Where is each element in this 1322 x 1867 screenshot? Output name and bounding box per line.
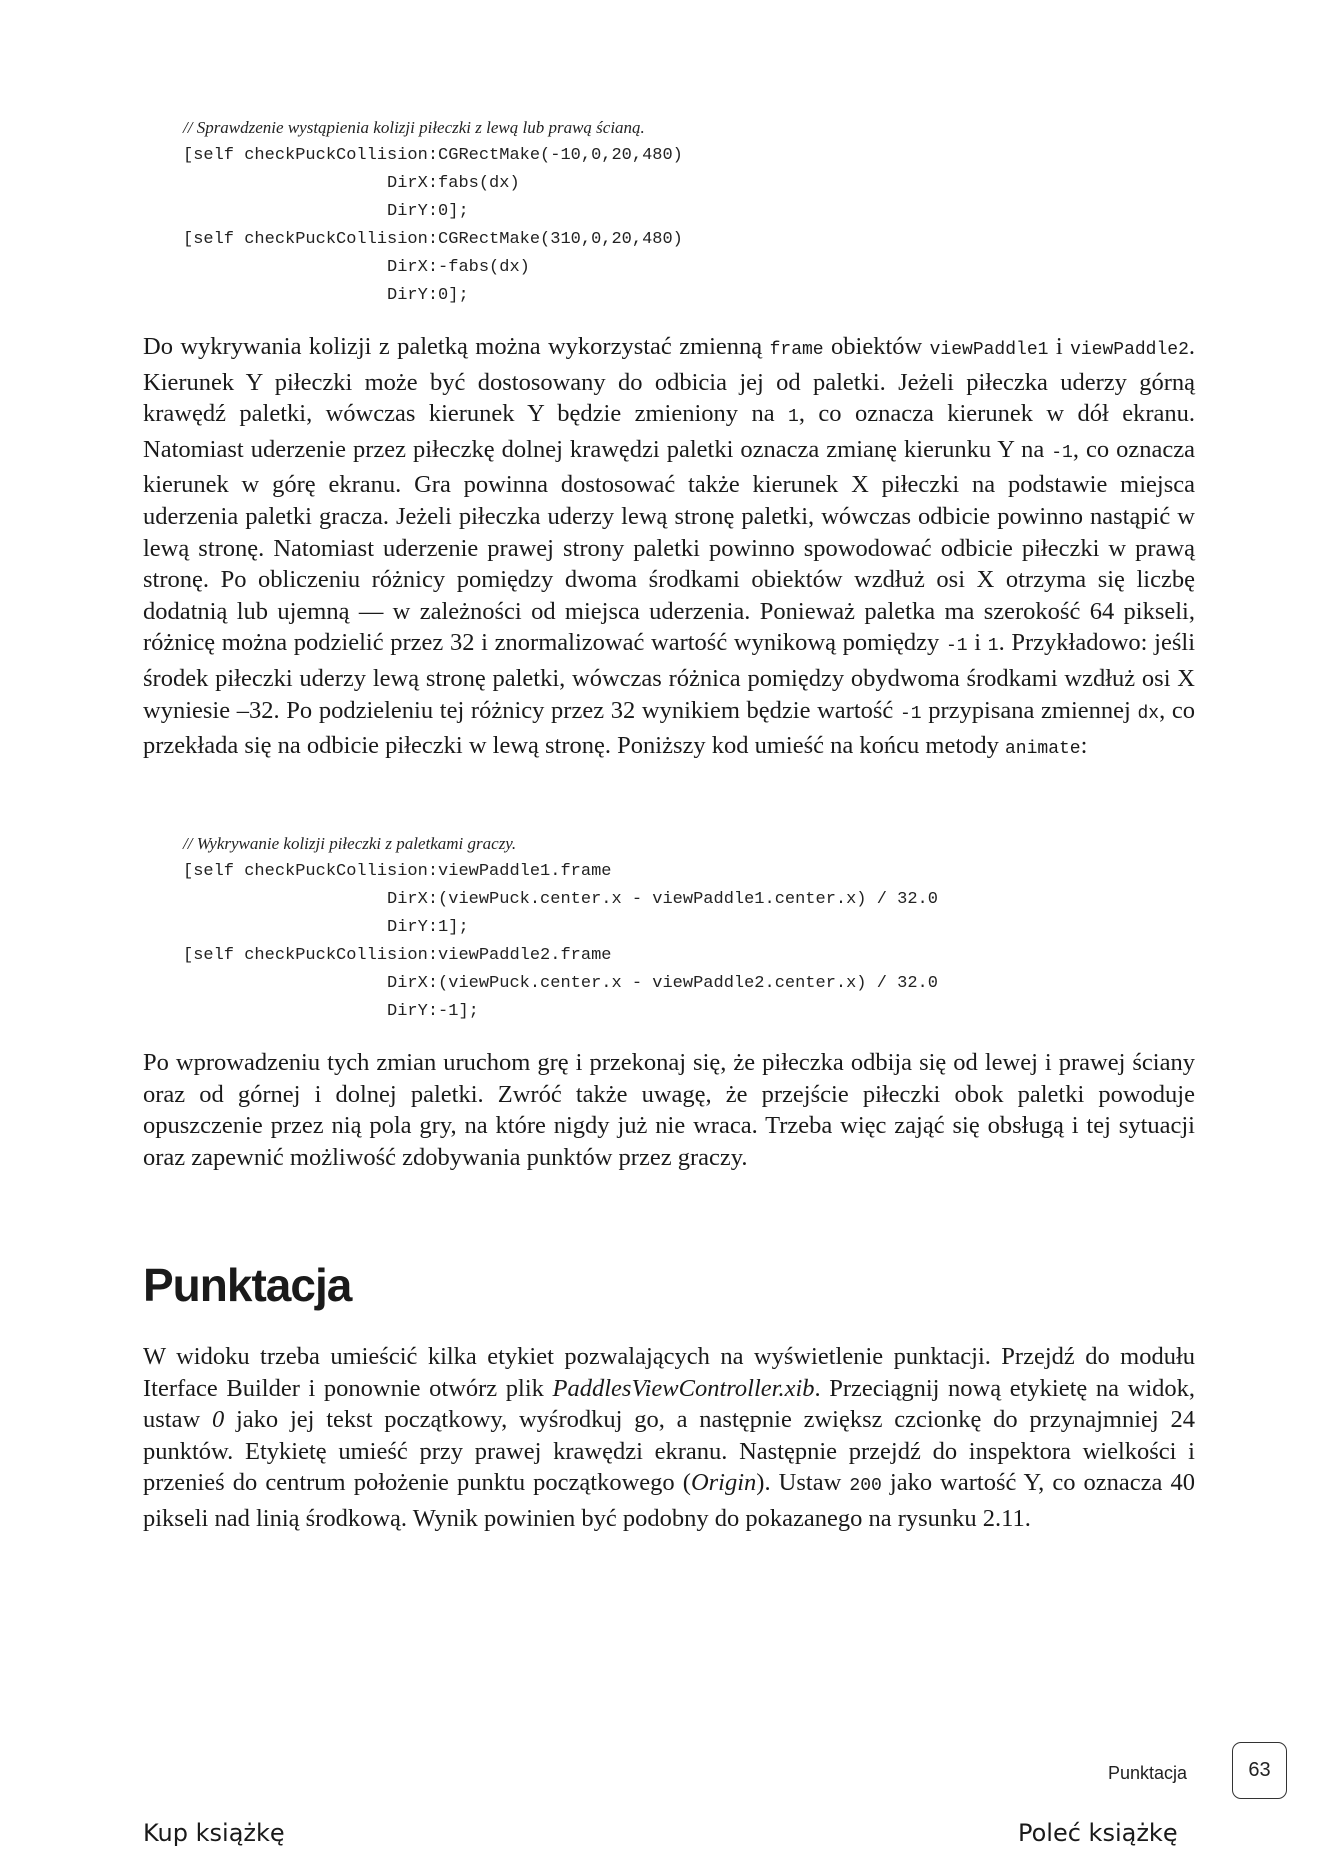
recommend-book-link[interactable]: Poleć książkę [1018,1819,1178,1847]
code-line: DirY:1]; [183,918,469,937]
text-run: W widoku trzeba umieścić kilka etykiet pozwalających na wyświetlenie punktacji. Przejdź do modułu Iterface Builder i ponownie otwórz plik [143,1343,1195,1402]
inline-code: 1 [788,407,799,428]
code-comment: // Wykrywanie kolizji piłeczki z paletkami graczy. [183,834,517,853]
code-line: [self checkPuckCollision:viewPaddle2.frame [183,946,612,965]
code-line: DirX:-fabs(dx) [183,258,530,277]
italic-text: Origin [690,1469,757,1497]
inline-code: 200 [849,1476,882,1497]
text-run: obiektów [823,333,930,360]
inline-code: -1 [1051,442,1073,463]
code-line: DirY:-1]; [183,1002,479,1021]
text-run: . Kierunek Y piłeczki może być dostosowany do odbicia jej od paletki. Jeżeli piłeczka uderzy górną krawędź paletki, wówczas kierunek Y będzie zmieniony na [143,333,1196,428]
italic-text: PaddlesViewController.xib [552,1374,815,1402]
paragraph-paddle-collision [143,331,1195,766]
text-run: i [1048,333,1071,360]
text-run: Do wykrywania kolizji z paletką można wykorzystać zmienną [143,333,770,360]
code-line: DirY:0]; [183,202,469,221]
paragraph-run-game: Po wprowadzeniu tych zmian uruchom grę i przekonaj się, że piłeczka odbija się od lewej i prawej ściany oraz od górnej i dolnej paletki. Zwróć także uwagę, że przejście piłeczki obok paletki powoduje opuszczenie przez nią pola gry, na które nigdy już nie wraca. Trzeba więc zająć się obsługą i tej sytuacji oraz zapewnić możliwość zdobywania punktów przez graczy. [143,1049,1195,1171]
code-block-wall-collision [183,114,683,310]
text-run: , co przekłada się na odbicie piłeczki w lewą stronę. Poniższy kod umieść na końcu metody [143,696,1196,760]
text-run: przypisana zmiennej [921,696,1138,724]
text-run: jako jej tekst początkowy, wyśrodkuj go, a następnie zwiększ czcionkę do przynajmniej 24 punktów. Etykietę umieść przy prawej krawędzi ekranu. Następnie przejdź do inspektora wielkości i przenieś do centrum położenie punktu początkowego ( [143,1406,1195,1497]
inline-code: 1 [987,636,999,657]
code-line: [self checkPuckCollision:CGRectMake(310,0,20,480) [183,230,683,249]
inline-code: -1 [945,636,968,657]
code-line: [self checkPuckCollision:CGRectMake(-10,0,20,480) [183,146,683,165]
code-comment: // Sprawdzenie wystąpienia kolizji piłeczki z lewą lub prawą ścianą. [183,118,645,137]
inline-code: -1 [899,703,922,724]
text-run: , co oznacza kierunek w dół ekranu. Natomiast uderzenie przez piłeczkę dolnej krawędzi paletki oznacza zmianę kierunku Y na [143,400,1196,463]
code-line: DirX:(viewPuck.center.x - viewPaddle2.center.x) / 32.0 [183,974,938,993]
inline-code: frame [769,340,824,360]
code-line: [self checkPuckCollision:viewPaddle1.frame [183,862,612,881]
inline-code: dx [1137,703,1160,724]
code-block-paddle-collision [183,830,938,1026]
text-run: ). Ustaw [756,1469,850,1497]
page-number: 63 [1232,1742,1287,1799]
paragraph-score-labels [143,1341,1195,1535]
code-line: DirX:(viewPuck.center.x - viewPaddle1.center.x) / 32.0 [183,890,938,909]
inline-code: animate [1005,739,1081,760]
running-footer-section: Punktacja [1108,1763,1188,1783]
inline-code: viewPaddle1 [929,340,1049,360]
text-run: jako wartość Y, co oznacza 40 pikseli nad linią środkową. Wynik powinien być podobny do pokazanego na rysunku 2.11. [143,1469,1196,1532]
inline-code: viewPaddle2 [1070,340,1189,360]
italic-text: 0 [211,1406,225,1434]
code-line: DirY:0]; [183,286,469,305]
text-run: . Przeciągnij nową etykietę na widok, ustaw [143,1374,1195,1434]
text-run: , co oznacza kierunek w górę ekranu. Gra powinna dostosować także kierunek X piłeczki na podstawie miejsca uderzenia paletki gracza. Jeżeli piłeczka uderzy lewą stronę paletki, wówczas odbicie powinno nastąpić w lewą stronę. Natomiast uderzenie prawej strony paletki powinno spowodować odbicie piłeczki w prawą stronę. Po obliczeniu różnicy pomiędzy dwoma środkami obiektów wzdłuż osi X otrzyma się liczbę dodatnią lub ujemną — w zależności od miejsca uderzenia. Ponieważ paletka ma szerokość 64 pikseli, różnicę można podzielić przez 32 i znormalizować wartość wynikową pomiędzy [143,435,1195,657]
text-run: : [1080,732,1088,760]
code-line: DirX:fabs(dx) [183,174,520,193]
text-run: . Przykładowo: jeśli środek piłeczki uderzy lewą stronę paletki, wówczas różnica pomiędzy obydwoma środkami wzdłuż osi X wyniesie –32. Po podzieleniu tej różnicy przez 32 wynikiem będzie wartość [143,629,1196,724]
text-run: i [967,629,988,657]
section-heading: Punktacja [143,1259,352,1311]
buy-book-link[interactable]: Kup książkę [143,1819,285,1847]
